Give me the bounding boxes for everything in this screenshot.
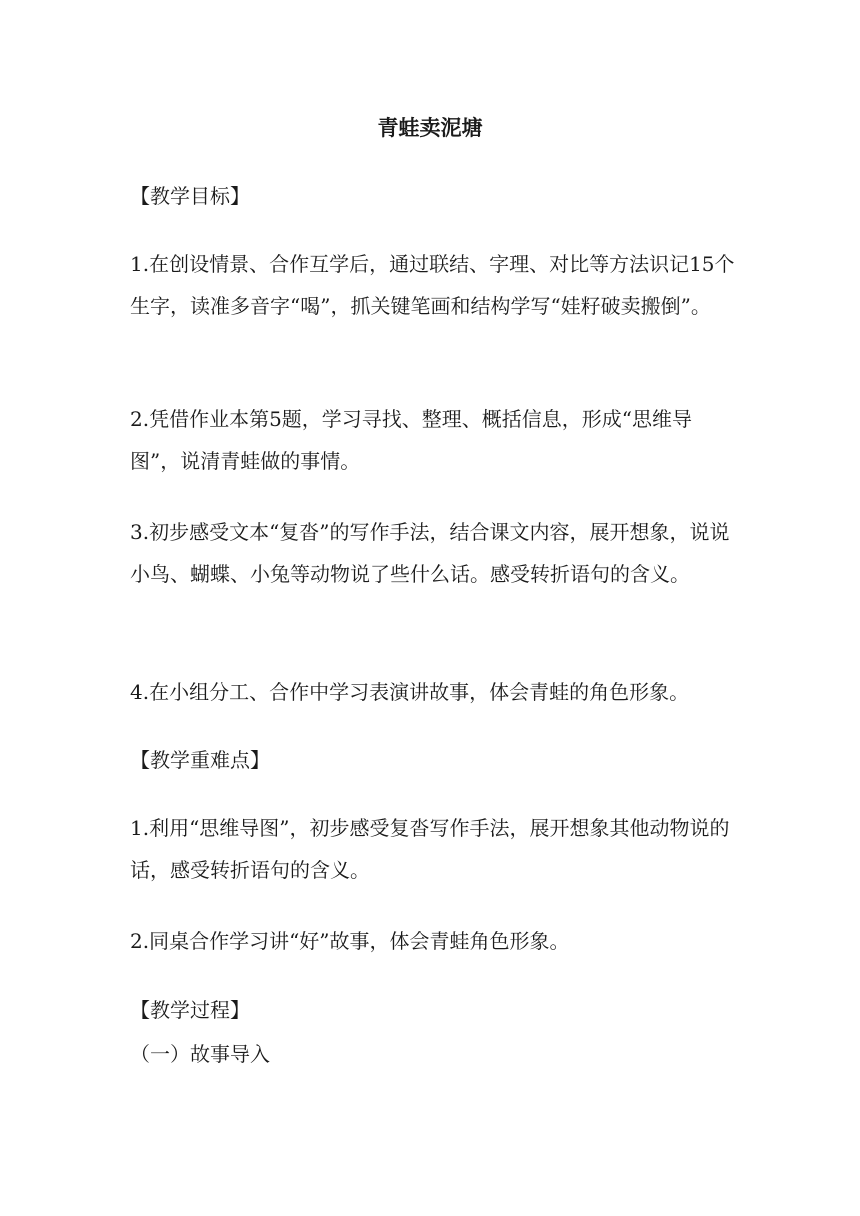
process-sub-heading: （一）故事导入 — [130, 1042, 270, 1066]
section-heading-process: 【教学过程】 — [130, 998, 250, 1022]
goal-item-1: 1.在创设情景、合作互学后，通过联结、字理、对比等方法识记15个生字，读准多音字“喝”，抓关键笔画和结构学写“娃籽破卖搬倒”。 — [130, 252, 735, 318]
goal-item-2: 2.凭借作业本第5题，学习寻找、整理、概括信息，形成“思维导图”，说清青蛙做的事情。 — [130, 407, 693, 473]
goal-item-3: 3.初步感受文本“复沓”的写作手法，结合课文内容，展开想象，说说小鸟、蝴蝶、小兔等动物说了些什么话。感受转折语句的含义。 — [130, 520, 730, 586]
document-title: 青蛙卖泥塘 — [377, 115, 483, 140]
goal-item-4: 4.在小组分工、合作中学习表演讲故事，体会青蛙的角色形象。 — [130, 680, 690, 704]
key-point-item-1: 1.利用“思维导图”，初步感受复沓写作手法，展开想象其他动物说的话，感受转折语句的含义。 — [130, 816, 730, 882]
key-point-item-2: 2.同桌合作学习讲“好”故事，体会青蛙角色形象。 — [130, 929, 570, 953]
section-heading-key-points: 【教学重难点】 — [130, 748, 270, 772]
section-heading-goals: 【教学目标】 — [130, 184, 250, 208]
